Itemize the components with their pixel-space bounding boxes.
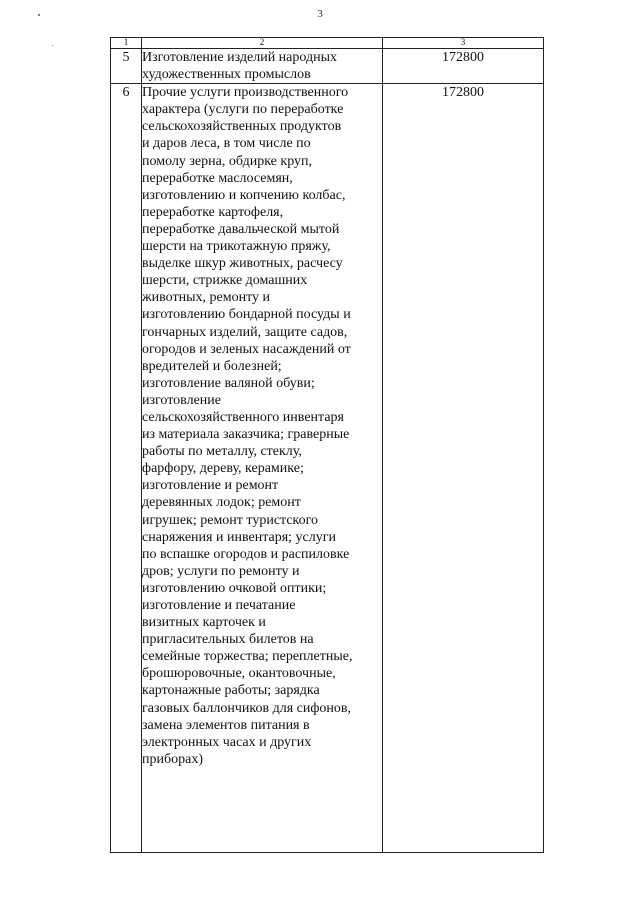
description-line: переработке давальческой мытой bbox=[142, 221, 340, 237]
description-line: огородов и зеленых насаждений от bbox=[142, 341, 351, 357]
table-header-row bbox=[111, 38, 544, 49]
description-line: и даров леса, в том числе по bbox=[142, 136, 311, 152]
row-value: 172800 bbox=[383, 49, 544, 84]
description-line: по вспашке огородов и распиловке bbox=[142, 546, 350, 562]
description-line: изготовление bbox=[142, 392, 221, 408]
description-line: животных, ремонту и bbox=[142, 290, 271, 306]
description-line: переработке маслосемян, bbox=[142, 170, 293, 186]
row-number: 6 bbox=[111, 84, 142, 853]
description-line: работы по металлу, стеклу, bbox=[142, 444, 302, 460]
description-line: шерсти, стрижке домашних bbox=[142, 273, 308, 289]
description-line: переработке картофеля, bbox=[142, 204, 284, 220]
description-line: семейные торжества; переплетные, bbox=[142, 649, 353, 665]
services-table bbox=[110, 37, 544, 853]
table-row bbox=[111, 49, 544, 84]
description-line: газовых баллончиков для сифонов, bbox=[142, 700, 352, 716]
row-value: 172800 bbox=[383, 84, 544, 853]
description-line: деревянных лодок; ремонт bbox=[142, 495, 301, 511]
description-line: визитных карточек и bbox=[142, 615, 266, 631]
description-line: электронных часах и других bbox=[142, 734, 312, 750]
description-line: Изготовление изделий народных bbox=[142, 50, 338, 65]
row-description bbox=[142, 49, 383, 84]
description-line: снаряжения и инвентаря; услуги bbox=[142, 529, 336, 545]
description-line: гончарных изделий, защите садов, bbox=[142, 324, 348, 340]
description-line: замена элементов питания в bbox=[142, 717, 310, 733]
description-line: художественных промыслов bbox=[142, 67, 311, 83]
description-line: сельскохозяйственных продуктов bbox=[142, 119, 342, 135]
description-line: изготовлению и копчению колбас, bbox=[142, 187, 346, 203]
description-line: шерсти на трикотажную пряжу, bbox=[142, 239, 331, 255]
description-line: изготовление и печатание bbox=[142, 598, 296, 613]
description-line: пригласительных билетов на bbox=[142, 632, 314, 648]
column-header-number: 1 bbox=[111, 38, 142, 49]
description-line: фарфору, дереву, керамике; bbox=[142, 461, 304, 477]
description-line: выделке шкур животных, расчесу bbox=[142, 256, 343, 272]
description-line: игрушек; ремонт туристского bbox=[142, 512, 319, 528]
description-line: изготовление и ремонт bbox=[142, 478, 279, 494]
description-line: изготовление валяной обуви; bbox=[142, 375, 315, 391]
description-line: из материала заказчика; граверные bbox=[142, 427, 350, 443]
description-line: изготовлению очковой оптики; bbox=[142, 580, 327, 596]
page-number: 3 bbox=[317, 8, 323, 20]
column-header-value: 3 bbox=[383, 38, 544, 49]
description-line: помолу зерна, обдирке круп, bbox=[142, 153, 313, 169]
description-line: характера (услуги по переработке bbox=[142, 102, 344, 118]
description-line: сельскохозяйственного инвентаря bbox=[142, 409, 344, 425]
scan-speck bbox=[38, 14, 40, 16]
description-line: вредителей и болезней; bbox=[142, 358, 282, 374]
description-line: изготовлению бондарной посуды и bbox=[142, 307, 351, 323]
description-line: дров; услуги по ремонту и bbox=[142, 563, 300, 579]
row-description bbox=[142, 84, 383, 853]
description-line: приборах) bbox=[142, 751, 203, 767]
description-line: Прочие услуги производственного bbox=[142, 85, 349, 101]
table-row bbox=[111, 84, 544, 853]
column-header-description: 2 bbox=[142, 38, 383, 49]
scan-speck bbox=[52, 45, 53, 46]
description-line: брошюровочные, окантовочные, bbox=[142, 666, 336, 682]
row-number: 5 bbox=[111, 49, 142, 84]
description-line: картонажные работы; зарядка bbox=[142, 683, 320, 699]
